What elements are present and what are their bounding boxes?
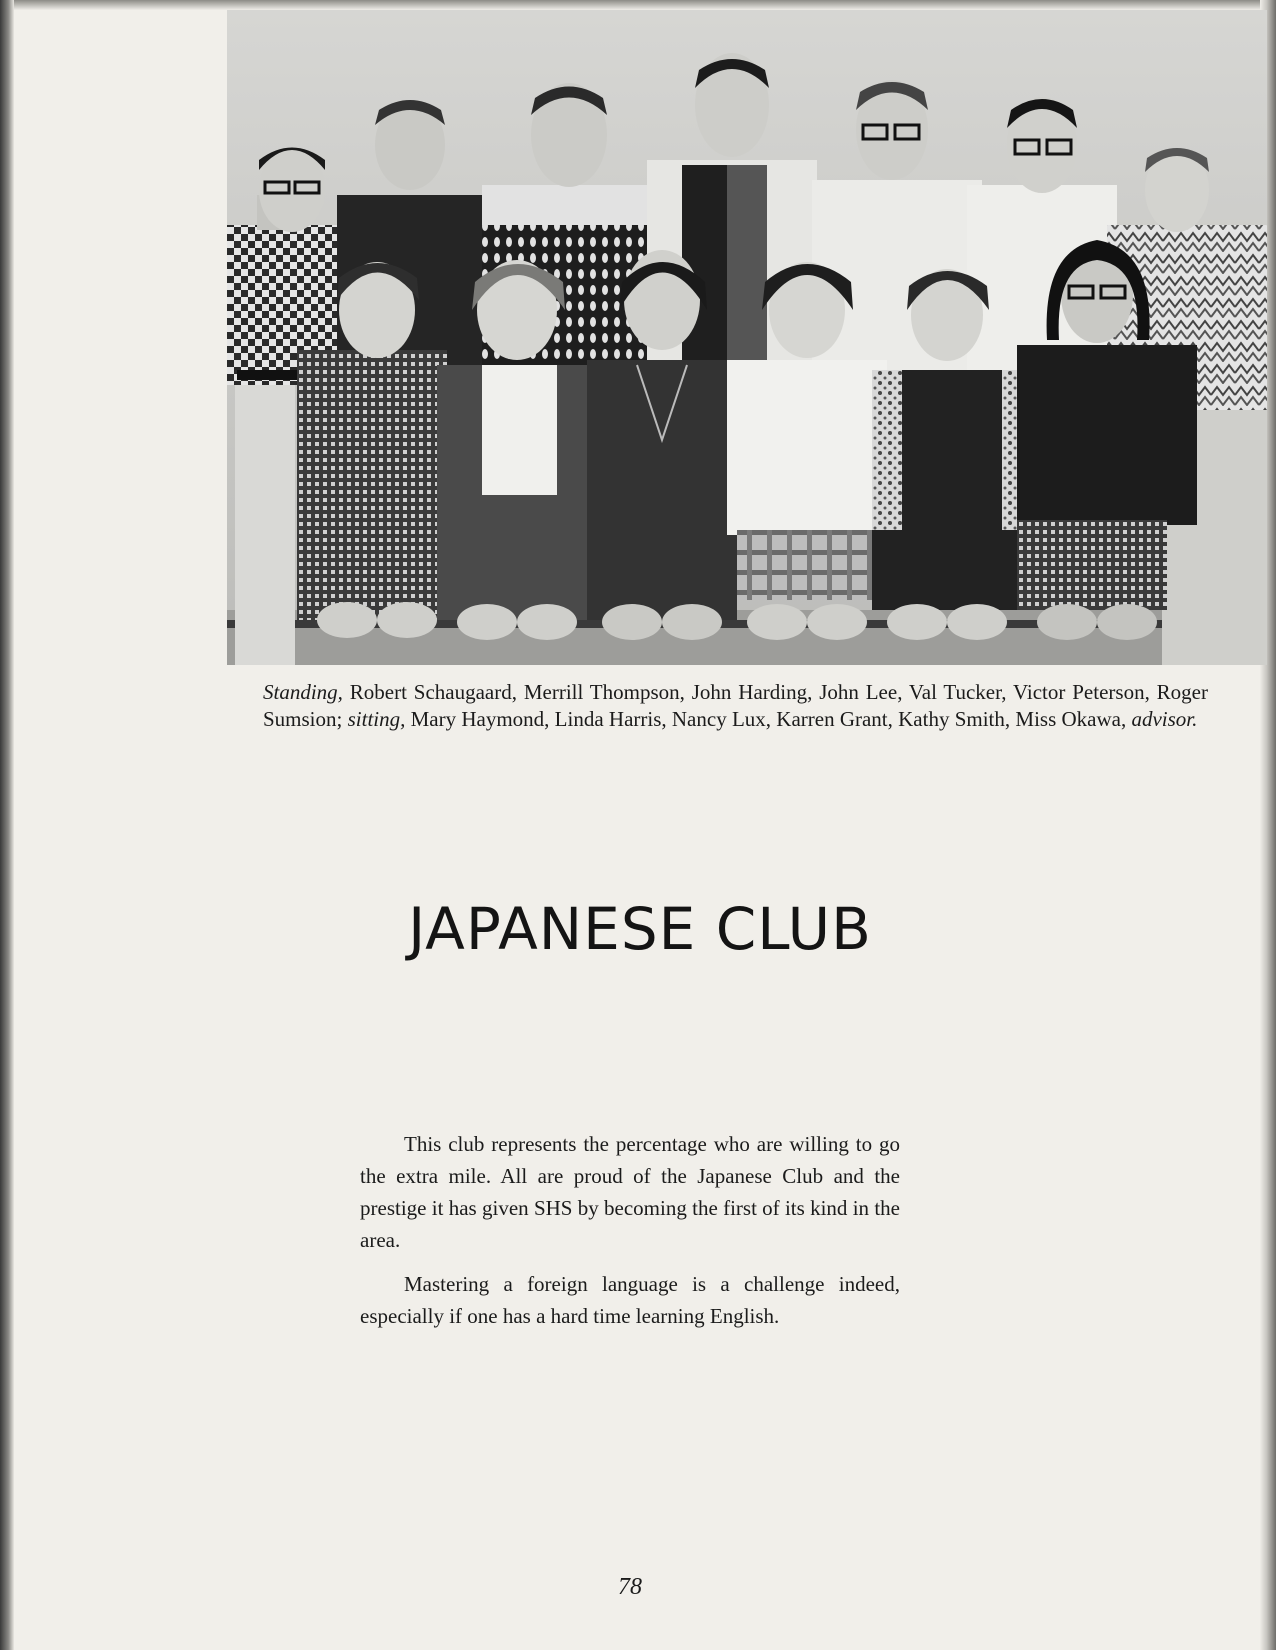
caption-advisor-label: advisor. xyxy=(1131,707,1198,731)
group-photo-illustration xyxy=(227,10,1267,665)
body-paragraph-2: Mastering a foreign language is a challenge indeed, especially if one has a hard time learning English. xyxy=(360,1272,900,1328)
body-paragraph-1: This club represents the percentage who are willing to go the extra mile. All are proud of the Japanese Club and the prestige it has given SHS by becoming the first of its kind in the area. xyxy=(360,1132,900,1252)
page-top-edge xyxy=(0,0,1276,10)
binding-shadow xyxy=(0,0,14,1650)
caption-sitting-names: Mary Haymond, Linda Harris, Nancy Lux, Karren Grant, Kathy Smith, Miss Okawa, xyxy=(405,707,1132,731)
caption-sitting-label: sitting, xyxy=(347,707,406,731)
group-photo xyxy=(227,10,1267,665)
page-title: JAPANESE CLUB xyxy=(408,895,872,963)
caption-standing-label: Standing, xyxy=(263,680,343,704)
page-number: 78 xyxy=(618,1574,642,1600)
body-text xyxy=(360,1128,900,1344)
photo-caption xyxy=(263,679,1208,733)
caption-standing-names: Robert Schaugaard, Merrill Thompson, John Harding, John Lee, Val Tucker, Victor Peterson, Roger Sumsion; xyxy=(263,680,1208,731)
